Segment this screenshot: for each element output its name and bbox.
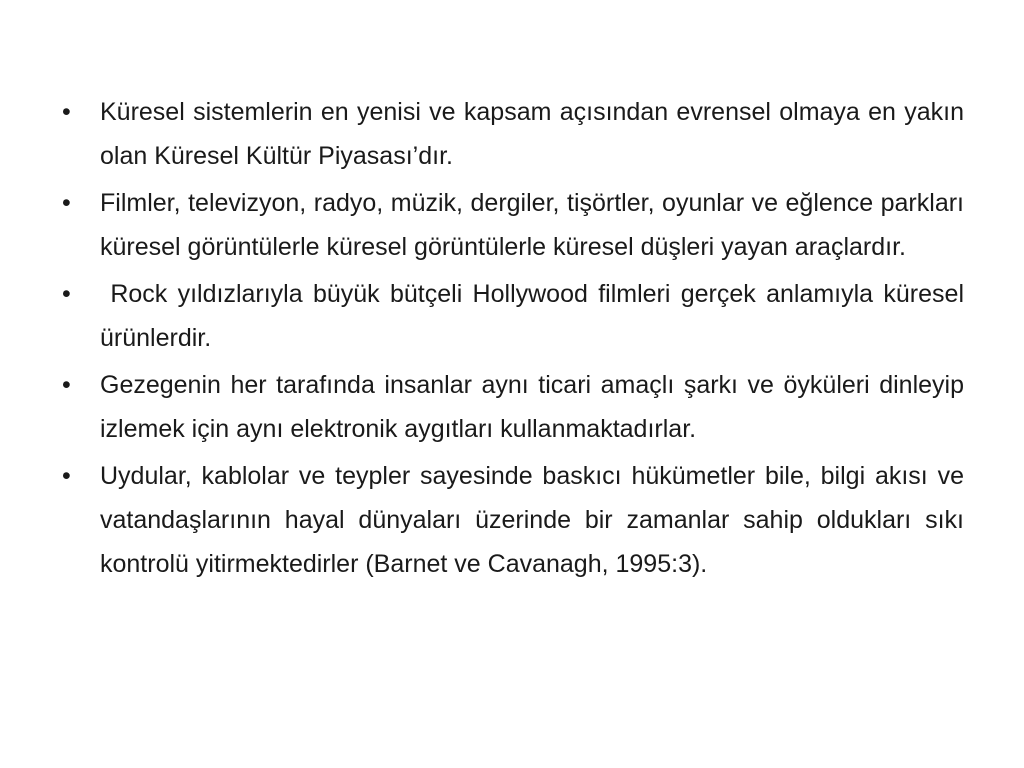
bullet-text: Uydular, kablolar ve teypler sayesinde baskıcı hükümetler bile, bilgi akısı ve vatandaşlarının hayal dünyaları üzerinde bir zamanlar sahip oldukları sıkı kontrolü yitirmektedirler (Barnet ve Cavanagh, 1995:3). — [100, 462, 964, 578]
bullet-text: Filmler, televizyon, radyo, müzik, dergiler, tişörtler, oyunlar ve eğlence parkları küresel görüntülerle küresel görüntülerle küresel düşleri yayan araçlardır. — [100, 189, 964, 261]
bullet-item-4 — [62, 363, 964, 451]
bullet-icon: • — [62, 98, 71, 126]
bullet-icon: • — [62, 280, 71, 308]
bullet-list — [62, 90, 971, 589]
bullet-item-3 — [62, 272, 971, 360]
bullet-icon: • — [62, 371, 71, 399]
bullet-item-2 — [62, 181, 964, 269]
bullet-text: Gezegenin her tarafında insanlar aynı ticari amaçlı şarkı ve öyküleri dinleyip izlemek için aynı elektronik aygıtları kullanmaktadırlar. — [100, 371, 964, 443]
bullet-icon: • — [62, 189, 71, 217]
bullet-item-5 — [62, 454, 964, 586]
bullet-text: Küresel sistemlerin en yenisi ve kapsam açısından evrensel olmaya en yakın olan Küresel Kültür Piyasası’dır. — [100, 98, 964, 170]
bullet-text: Rock yıldızlarıyla büyük bütçeli Hollywood filmleri gerçek anlamıyla küresel ürünlerdir. — [100, 280, 971, 352]
bullet-item-1 — [62, 90, 964, 178]
bullet-icon: • — [62, 462, 71, 490]
